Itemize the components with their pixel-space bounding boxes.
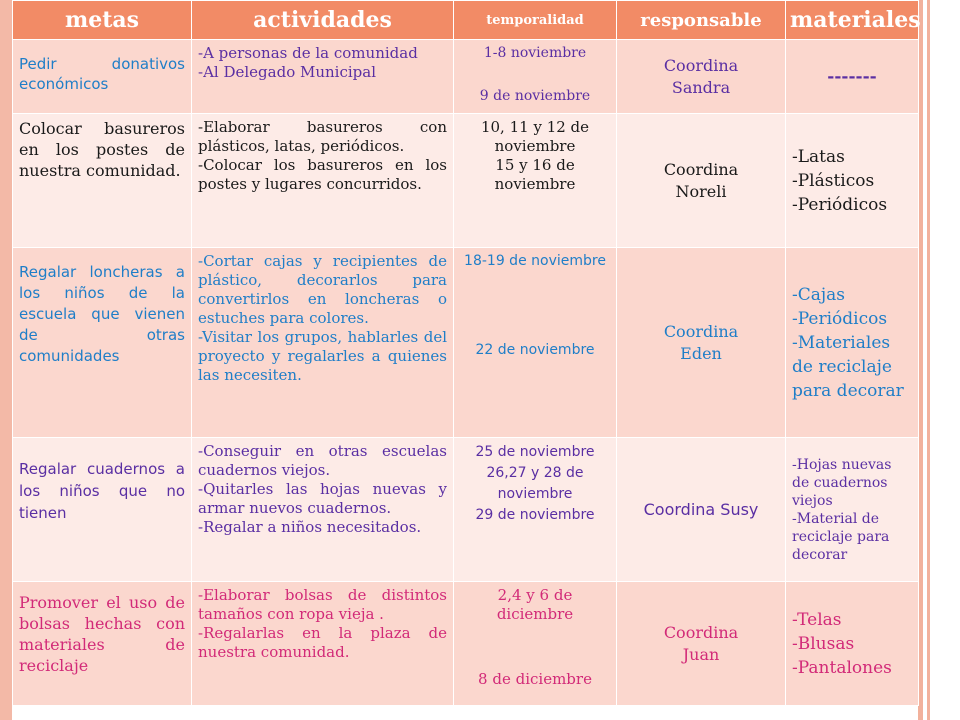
- timeline-cell: [454, 438, 617, 582]
- timeline-cell: [454, 582, 617, 706]
- activities-cell: [192, 40, 454, 114]
- activity-item: -Regalar a niños necesitados.: [198, 518, 422, 536]
- activity-item: -Conseguir en otras escuelas cuadernos viejos.: [198, 442, 447, 479]
- activity-item: -Elaborar basureros con plásticos, latas, periódicos.: [198, 118, 447, 155]
- material-item: -Plásticos: [792, 170, 875, 191]
- header-metas: metas: [13, 1, 192, 40]
- timeline-item: 15 y 16 de noviembre: [494, 156, 576, 193]
- timeline-cell: [454, 248, 617, 438]
- responsible-role: Coordina: [663, 55, 739, 75]
- responsible-name: Eden: [680, 343, 722, 363]
- responsible-role: Coordina: [663, 159, 739, 179]
- activity-plan-table: [12, 0, 919, 706]
- material-item: -------: [827, 66, 877, 87]
- material-item: -Periódicos: [792, 194, 888, 215]
- left-frame-bar: [0, 0, 12, 720]
- activities-cell: [192, 114, 454, 248]
- activities-cell: [192, 438, 454, 582]
- material-item: -Blusas: [792, 633, 855, 654]
- activity-item: -Al Delegado Municipal: [198, 63, 377, 81]
- meta-cell: Pedir donativos económicos: [13, 40, 192, 114]
- activity-item: -Colocar los basureros en los postes y lugares concurridos.: [198, 156, 447, 193]
- timeline-item: 29 de noviembre: [475, 507, 595, 523]
- material-item: -Latas: [792, 146, 845, 167]
- meta-cell: Promover el uso de bolsas hechas con materiales de reciclaje: [13, 582, 192, 706]
- material-item: -Materiales de reciclaje para decorar: [792, 332, 904, 401]
- header-materiales: materiales: [786, 1, 919, 40]
- activity-item: -Visitar los grupos, hablarles del proyecto y regalarles a quienes las necesiten.: [198, 328, 447, 384]
- timeline-item: 22 de noviembre: [475, 342, 595, 358]
- header-row: [13, 1, 919, 40]
- responsible-role: Coordina: [663, 622, 739, 642]
- activities-cell: [192, 582, 454, 706]
- table-row: [13, 114, 919, 248]
- material-item: -Cajas: [792, 284, 846, 305]
- table-row: [13, 582, 919, 706]
- responsible-cell: [617, 582, 786, 706]
- timeline-item: 1-8 noviembre: [483, 45, 587, 61]
- activity-item: -Cortar cajas y recipientes de plástico, decorarlos para convertirlos en loncheras o estuches para colores.: [198, 252, 447, 327]
- timeline-item: 8 de diciembre: [478, 670, 592, 688]
- material-item: -Periódicos: [792, 308, 888, 329]
- table-row: [13, 438, 919, 582]
- timeline-cell: [454, 114, 617, 248]
- activity-item: -Regalarlas en la plaza de nuestra comunidad.: [198, 624, 447, 661]
- header-actividades: actividades: [192, 1, 454, 40]
- materials-cell: [786, 582, 919, 706]
- materials-cell: [786, 248, 919, 438]
- right-frame: [918, 0, 960, 720]
- timeline-cell: [454, 40, 617, 114]
- meta-cell: Regalar loncheras a los niños de la escuela que vienen de otras comunidades: [13, 248, 192, 438]
- responsible-role: Coordina: [663, 321, 739, 341]
- activity-item: -A personas de la comunidad: [198, 44, 418, 62]
- table-row: [13, 40, 919, 114]
- material-item: -Material de reciclaje para decorar: [792, 510, 890, 563]
- responsible-name: Sandra: [671, 77, 731, 97]
- responsible-name: Coordina Susy: [643, 499, 759, 519]
- materials-cell: [786, 438, 919, 582]
- timeline-item: 10, 11 y 12 de noviembre: [480, 118, 590, 155]
- timeline-item: 26,27 y 28 de noviembre: [486, 465, 584, 502]
- meta-cell: Regalar cuadernos a los niños que no tienen: [13, 438, 192, 582]
- meta-cell: Colocar basureros en los postes de nuestra comunidad.: [13, 114, 192, 248]
- timeline-item: 9 de noviembre: [479, 88, 591, 104]
- material-item: -Hojas nuevas de cuadernos viejos: [792, 456, 892, 509]
- responsible-name: Juan: [682, 644, 720, 664]
- header-temporalidad: temporalidad: [454, 1, 617, 40]
- header-responsable: responsable: [617, 1, 786, 40]
- responsible-cell: [617, 248, 786, 438]
- responsible-cell: [617, 114, 786, 248]
- table-row: [13, 248, 919, 438]
- materials-cell: [786, 40, 919, 114]
- timeline-item: 25 de noviembre: [475, 444, 595, 460]
- activity-item: -Elaborar bolsas de distintos tamaños con ropa vieja .: [198, 586, 447, 623]
- timeline-item: 2,4 y 6 de diciembre: [496, 586, 574, 623]
- responsible-name: Noreli: [675, 181, 727, 201]
- timeline-item: 18-19 de noviembre: [464, 253, 606, 269]
- activities-cell: [192, 248, 454, 438]
- responsible-cell: [617, 40, 786, 114]
- activity-item: -Quitarles las hojas nuevas y armar nuevos cuadernos.: [198, 480, 447, 517]
- materials-cell: [786, 114, 919, 248]
- responsible-cell: [617, 438, 786, 582]
- material-item: -Pantalones: [792, 657, 892, 678]
- right-frame-bar-thin: [927, 0, 930, 720]
- material-item: -Telas: [792, 609, 842, 630]
